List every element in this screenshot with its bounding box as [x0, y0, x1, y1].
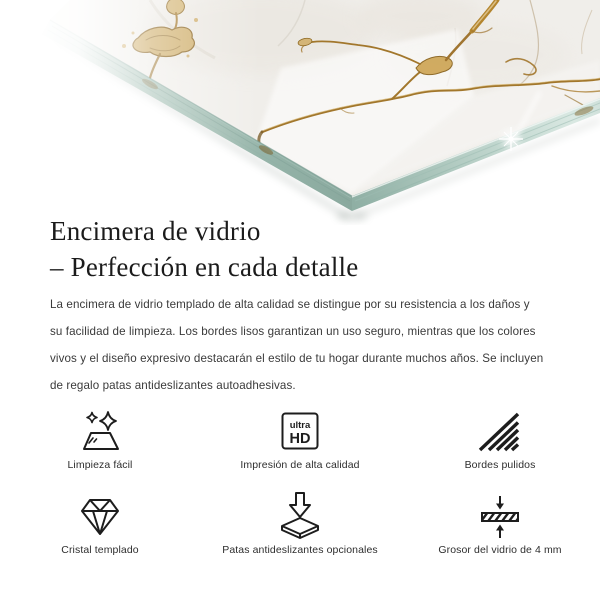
page-title-line1: Encimera de vidrio [50, 216, 261, 246]
feature-label: Cristal templado [61, 544, 139, 556]
polished-edges-icon [477, 402, 523, 454]
product-description [50, 291, 570, 399]
tempered-glass-icon [77, 487, 123, 539]
feature-item-easy-cleaning [0, 398, 200, 472]
feature-item-polished-edges [400, 398, 600, 472]
anti-slip-feet-icon [277, 487, 323, 539]
hero-image [0, 0, 600, 230]
glass-thickness-icon [477, 487, 523, 539]
description-line: La encimera de vidrio templado de alta calidad se distingue por su resistencia a los daños y [50, 298, 530, 311]
feature-label: Grosor del vidrio de 4 mm [438, 544, 562, 556]
feature-label: Limpieza fácil [67, 459, 133, 471]
description-line: de regalo patas antideslizantes autoadhesivas. [50, 379, 296, 392]
description-line: vivos y el diseño expresivo destacarán el estilo de tu hogar durante muchos años. Se incluyen [50, 352, 544, 365]
feature-item-hd-print [200, 398, 400, 472]
feature-label: Patas antideslizantes opcionales [222, 544, 378, 556]
ultra-hd-badge-bottom: HD [289, 431, 311, 447]
page-title-line2: – Perfección en cada detalle [50, 252, 359, 282]
feature-item-tempered-glass [0, 483, 200, 557]
features-grid [0, 398, 600, 557]
left-fade-overlay [0, 0, 262, 230]
feature-label: Impresión de alta calidad [240, 459, 360, 471]
ultra-hd-badge-top: ultra [289, 420, 311, 431]
description-line: su facilidad de limpieza. Los bordes lisos garantizan un uso seguro, mientras que los colores [50, 325, 536, 338]
easy-cleaning-icon [77, 402, 123, 454]
page-title [50, 213, 358, 285]
feature-item-glass-thickness [400, 483, 600, 557]
feature-item-anti-slip-feet [200, 483, 400, 557]
ultra-hd-print-icon [277, 402, 323, 454]
feature-label: Bordes pulidos [464, 459, 536, 471]
